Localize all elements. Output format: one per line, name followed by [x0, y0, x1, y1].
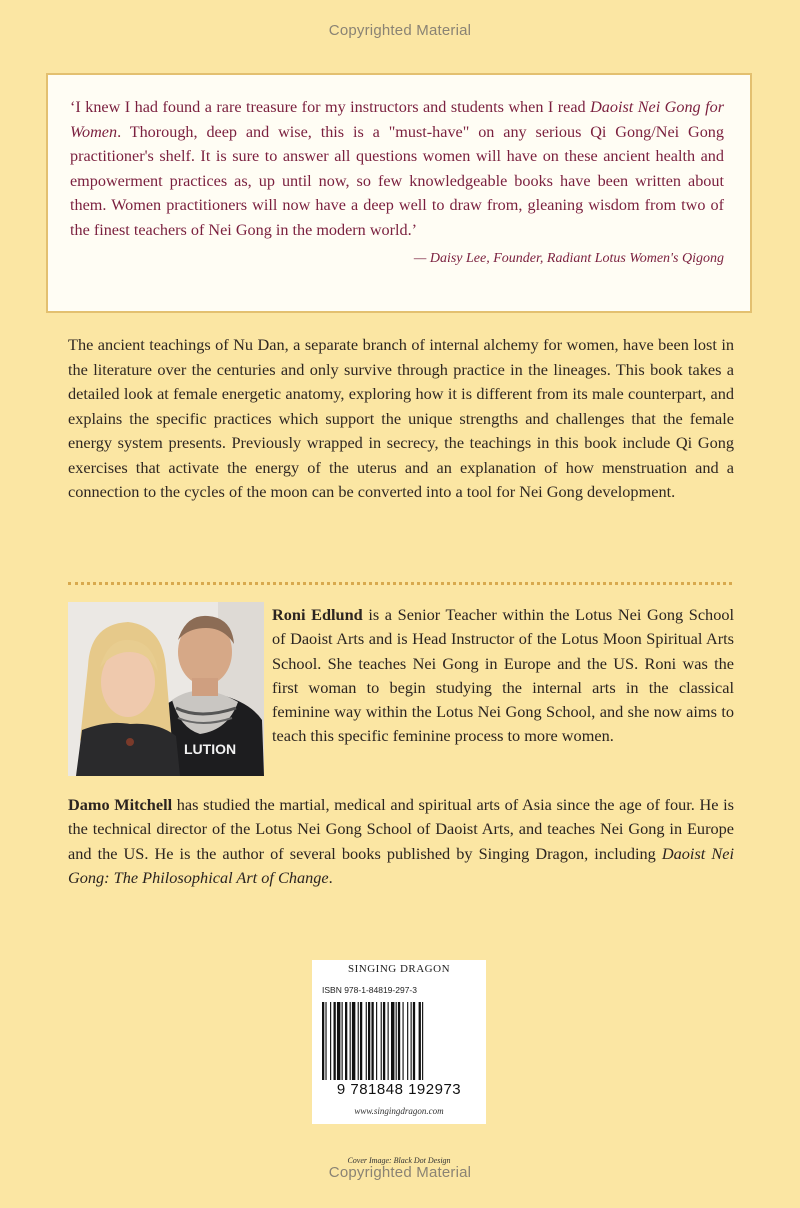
author-book-title: Daoist Nei Gong: The Philosophical Art of Change	[68, 843, 734, 887]
author-name-roni: Roni Edlund	[272, 605, 363, 624]
book-description: The ancient teachings of Nu Dan, a separate branch of internal alchemy for women, have been lost in the literature over the centuries and only survive through practice in the lineages. This book takes a detailed look at female energetic anatomy, exploring how it is different from its male counterpart, and explains the specific practices which support the unique strengths and challenges that the female energy system presents. Previously wrapped in secrecy, the teachings in this book include Qi Gong exercises that activate the energy of the uterus and an explanation of how menstruation and a connection to the cycles of the moon can be converted into a tool for Nei Gong development.	[68, 335, 734, 501]
quote-text-part1: ‘I knew I had found a rare treasure for my instructors and students when I read	[70, 98, 591, 116]
author-bio-damo	[68, 793, 734, 890]
author-bio-roni-text: is a Senior Teacher within the Lotus Nei Gong School of Daoist Arts and is Head Instructor of the Lotus Moon Spiritual Arts School. She teaches Nei Gong in Europe and the US. Roni was the first woman to begin studying the internal arts in the classical feminine way within the Lotus Nei Gong School, and she now aims to teach this specific feminine process to more women.	[272, 605, 734, 746]
publisher-url: www.singingdragon.com	[354, 1106, 444, 1116]
copyright-watermark-bottom: Copyrighted Material	[328, 1164, 472, 1181]
photo-shirt-text: LUTION	[184, 741, 237, 757]
quote-text-part2: . Thorough, deep and wise, this is a "must-have" on any serious Qi Gong/Nei Gong practitioner's shelf. It is sure to answer all questions women will have on these ancient health and empowerment practices as, up until now, so few knowledgeable books have been written about them. Women practitioners will now have a deep well to draw from, gleaning wisdom from two of the finest teachers of Nei Gong in the modern world.’	[70, 122, 724, 239]
barcode-number: 9 781848 192973	[336, 1081, 462, 1098]
isbn-text: ISBN 978-1-84819-297-3	[322, 985, 417, 995]
publisher-name: SINGING DRAGON	[347, 963, 451, 975]
author-bio-damo-end: .	[328, 867, 333, 887]
barcode-panel	[312, 960, 486, 1124]
quote-book-title: Daoist Nei Gong for Women	[70, 98, 724, 141]
author-bio-roni	[272, 603, 734, 749]
author-photo	[68, 602, 264, 776]
author-name-damo: Damo Mitchell	[68, 795, 173, 814]
cover-credit: Cover Image: Black Dot Design	[347, 1156, 451, 1165]
author-bio-damo-text: has studied the martial, medical and spiritual arts of Asia since the age of four. He is the technical director of the Lotus Nei Gong School of Daoist Arts, and teaches Nei Gong in Europe and the US. He is the author of several books published by Singing Dragon, including	[68, 795, 734, 863]
copyright-watermark-top: Copyrighted Material	[328, 22, 472, 39]
quote-attribution: — Daisy Lee, Founder, Radiant Lotus Women's Qigong	[413, 250, 724, 266]
barcode-bars	[320, 1002, 480, 1080]
endorsement-quote-box	[46, 73, 752, 313]
dotted-divider	[68, 582, 732, 585]
